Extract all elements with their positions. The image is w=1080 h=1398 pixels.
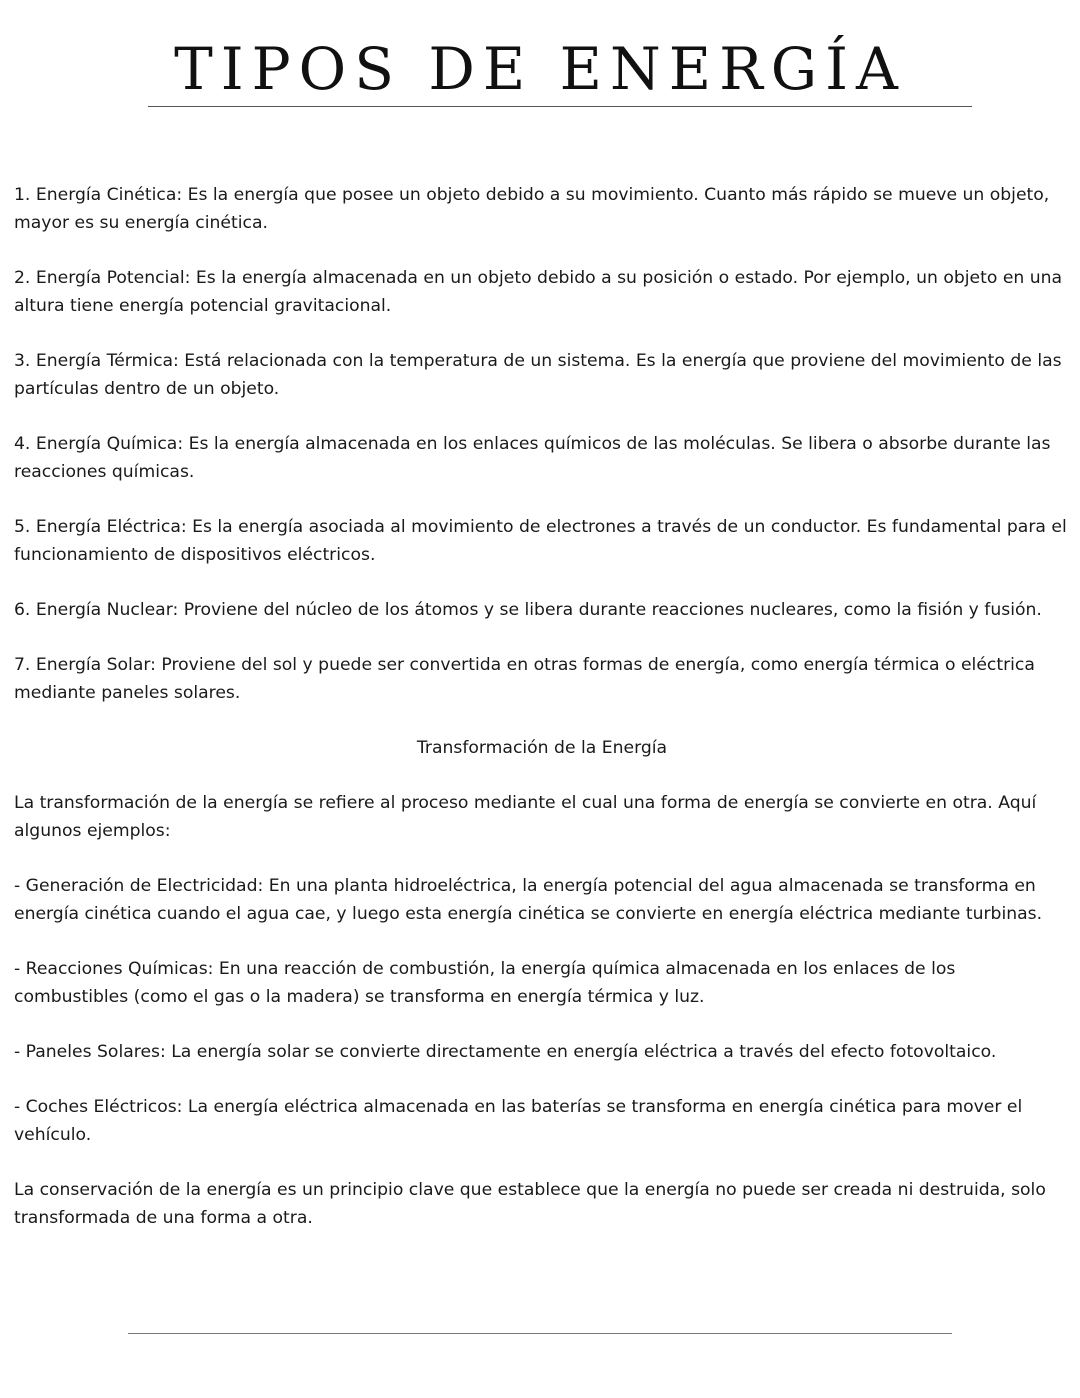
energy-type-potential: 2. Energía Potencial: Es la energía almacenada en un objeto debido a su posición o estado. Por ejemplo, un objeto en una altura tiene energía potencial gravitacional. [14,268,1063,316]
energy-type-nuclear: 6. Energía Nuclear: Proviene del núcleo de los átomos y se libera durante reacciones nucleares, como la fisión y fusión. [14,600,1042,620]
title-divider [148,106,972,107]
energy-type-kinetic: 1. Energía Cinética: Es la energía que posee un objeto debido a su movimiento. Cuanto más rápido se mueve un objeto, mayor es su energía cinética. [14,185,1050,233]
example-electric-cars: - Coches Eléctricos: La energía eléctrica almacenada en las baterías se transforma en energía cinética para mover el vehículo. [14,1097,1023,1145]
energy-type-solar: 7. Energía Solar: Proviene del sol y puede ser convertida en otras formas de energía, como energía térmica o eléctrica mediante paneles solares. [14,655,1035,703]
conservation-conclusion: La conservación de la energía es un principio clave que establece que la energía no puede ser creada ni destruida, solo transformada de una forma a otra. [14,1180,1046,1228]
energy-type-thermal: 3. Energía Térmica: Está relacionada con la temperatura de un sistema. Es la energía que proviene del movimiento de las partículas dentro de un objeto. [14,351,1062,399]
energy-type-chemical: 4. Energía Química: Es la energía almacenada en los enlaces químicos de las moléculas. Se libera o absorbe durante las reacciones químicas. [14,434,1051,482]
example-electricity-generation: - Generación de Electricidad: En una planta hidroeléctrica, la energía potencial del agua almacenada se transforma en energía cinética cuando el agua cae, y luego esta energía cinética se convierte en energía eléctrica mediante turbinas. [14,876,1043,924]
document-body [14,181,1070,1259]
example-chemical-reactions: - Reacciones Químicas: En una reacción de combustión, la energía química almacenada en los enlaces de los combustibles (como el gas o la madera) se transforma en energía térmica y luz. [14,959,956,1007]
footer-divider [128,1333,952,1334]
transformation-intro: La transformación de la energía se refiere al proceso mediante el cual una forma de energía se convierte en otra. Aquí algunos ejemplos: [14,793,1037,841]
section-heading-transformation: Transformación de la Energía [416,738,668,758]
energy-type-electric: 5. Energía Eléctrica: Es la energía asociada al movimiento de electrones a través de un conductor. Es fundamental para el funcionamiento de dispositivos eléctricos. [14,517,1067,565]
example-solar-panels: - Paneles Solares: La energía solar se convierte directamente en energía eléctrica a través del efecto fotovoltaico. [14,1042,997,1062]
page-title: TIPOS DE ENERGÍA [174,35,906,103]
